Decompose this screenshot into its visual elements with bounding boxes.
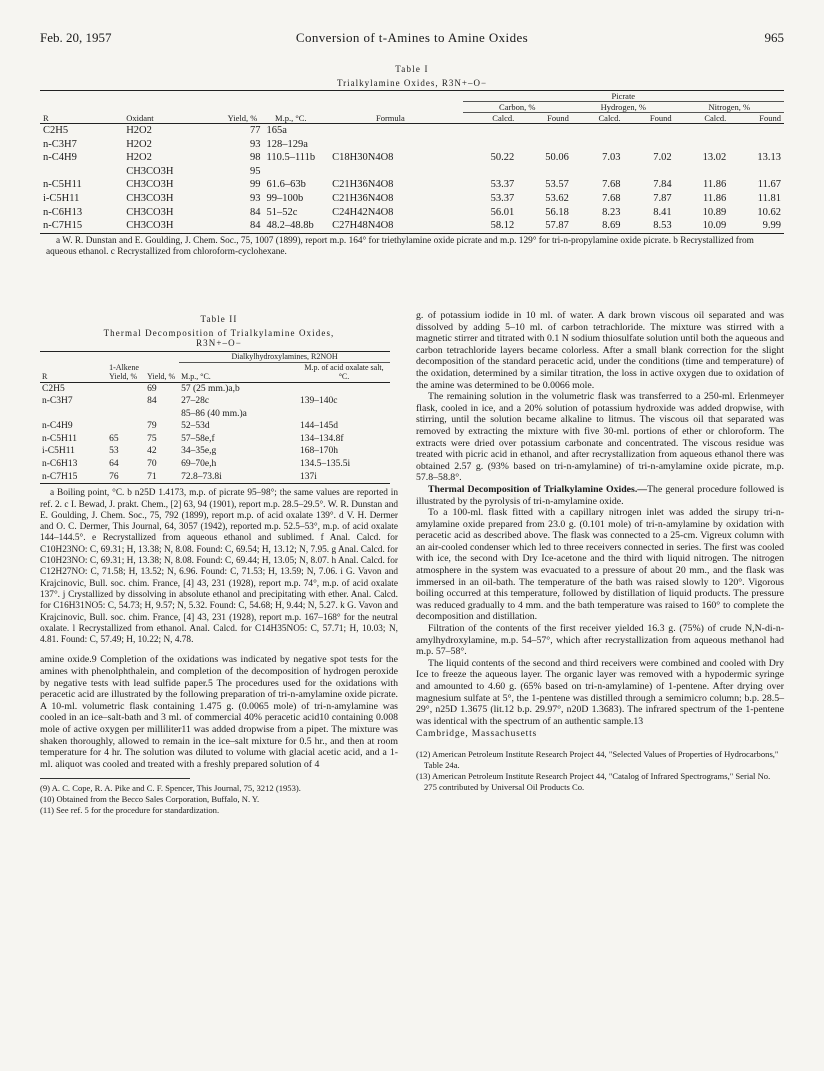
cell-yield: 77 <box>249 125 261 136</box>
table-row <box>40 458 390 471</box>
right-paragraph-2: The remaining solution in the volumetric flask was transferred to a 250-ml. Erlenmeyer flask, cooled in ice, and a 20% solution of potassium hydroxide was added dropwise, with stirring, until the solution became alkaline to litmus. The viscous oil that separated was removed by extracting the mixture with five 30-ml. portions of ether or chloroform. The extracts were dried over potassium carbonate and concentrated. The viscous residue was treated with picric acid in ethanol, and after recrystallization from aqueous ethanol there was obtained 2.57 g. (93% based on tri-n-amylamine) of tri-n-amylamine oxide picrate, m.p. 57.8–58.8°. <box>416 391 784 484</box>
cell-mp: 27–28c <box>181 396 210 407</box>
cell-nitrogen-calcd: 10.09 <box>702 220 727 232</box>
cell-nitrogen-found: 13.13 <box>757 152 781 164</box>
table-2-subcaption-line-2: R3N+–O− <box>196 338 242 348</box>
cell-yield: 93 <box>249 138 261 150</box>
cell-carbon-calcd: 53.37 <box>490 179 515 191</box>
cell-hydrogen-calcd: 8.23 <box>602 206 621 218</box>
cell-carbon-found <box>517 165 572 179</box>
right-column <box>416 310 784 793</box>
cell-formula: C18H30N4O8 <box>332 152 394 164</box>
cell-nitrogen-calcd <box>675 165 730 179</box>
cell-r <box>40 408 107 421</box>
cell-alkene-yield <box>107 408 145 421</box>
nitrogen-calcd-header: Calcd. <box>675 113 730 124</box>
cell-formula <box>318 138 462 152</box>
cell-carbon-calcd: 58.12 <box>490 220 515 232</box>
cell-nitrogen-found: 11.81 <box>757 192 781 204</box>
table-2-notes: a Boiling point, °C. b n25D 1.4173, m.p. of picrate 95–98°; the same values are reported in ref. 2. c I. Bewad, J. prakt. Chem., [2] 63, 94 (1901), report m.p. 28.5–29.5°. W. R. Dunstan and E. Goulding, J. Chem. Soc., 75, 792 (1899), report m.p. of acid oxalate 139°. d V. H. Dermer and O. C. Dermer, This Journal, 64, 3057 (1942), reported m.p. 52.5–53°, m.p. of acid oxalate 144–144.5°. e Recrystallized from aqueous ethanol and sublimed. f Anal. Calcd. for C10H23NO: C, 69.31; H, 13.38; N, 8.08. Found: C, 69.54; H, 13.12; N, 7.95. g Anal. Calcd. for C10H23NO: C, 69.31; H, 13.38; N, 8.08. Found: C, 69.44; H, 13.05; N, 8.07. h Anal. Calcd. for C12H27NO: C, 71.58; H, 13.52; N, 6.96. Found: C, 71.53; H, 13.59; N, 7.06. i G. Vavon and Krajcinovic, Bull. soc. chim. France, [4] 43, 231 (1928), report m.p. 74°, m.p. of acid oxalate 137°. j Crystallized by dissolving in absolute ethanol and precipitating with ether. Anal. Calcd. for C16H31NO5: C, 54.73; H, 9.57; N, 5.32. Found: C, 54.68; H, 9.44; N, 5.27. k G. Vavon and Krajcinovic, Bull. soc. chim. France, [4] 43, 231 (1928), report m.p. 167–168° for the neutral oxalate. l Recrystallized from ethanol. Anal. Calcd. for C14H35NO5: C, 57.71; H, 10.03; N, 4.81. Found: C, 57.49; H, 10.22; N, 4.78. <box>40 488 398 646</box>
cell-r: C2H5 <box>43 125 69 136</box>
left-body-paragraph: amine oxide.9 Completion of the oxidations was indicated by negative spot tests for the amines with phenolphthalein, and completion of the decomposition of hydrogen peroxide by negative tests with lead sulfide paper.5 The procedures used for the oxidations with peracetic acid are illustrated by the following preparation of tri-n-amylamine oxide picrate. A 10-ml. volumetric flask containing 1.475 g. (0.0065 mole) of tri-n-amylamine was cooled in an ice–salt-bath and 3 ml. of commercial 40% peracetic acid10 containing 0.008 mole of active oxygen per milliliter11 was added dropwise from a pipet. The mixture was shaken thoroughly, allowed to remain in the ice–salt mixture for 0.5 hr., and then at room temperature for 4 hr. The solution was diluted to volume with glacial acetic acid, and a 1-ml. aliquot was cooled and treated with a freshly prepared solution of 4 <box>40 654 398 770</box>
col-oxidant-header: Oxidant <box>123 113 221 124</box>
cell-carbon-found: 57.87 <box>545 220 569 232</box>
cell-alkene-yield <box>107 420 145 433</box>
t2-col-yield-header: Yield, % <box>145 362 179 382</box>
cell-formula: C24H42N4O8 <box>332 206 394 218</box>
cell-nitrogen-calcd <box>675 124 730 138</box>
cell-yield: 95 <box>249 165 261 177</box>
cell-nitrogen-found <box>729 165 784 179</box>
footnote: (10) Obtained from the Becco Sales Corporation, Buffalo, N. Y. <box>40 794 260 805</box>
cell-oxalate-mp: 144–145d <box>300 421 338 432</box>
left-column <box>40 310 398 816</box>
col-formula-header: Formula <box>318 113 462 124</box>
cell-mp: 51–52c <box>266 206 298 218</box>
hydrogen-calcd-header: Calcd. <box>572 113 624 124</box>
table-2-subcaption-line-1: Thermal Decomposition of Trialkylamine Oxides, <box>103 328 335 338</box>
cell-oxidant: H2O2 <box>126 152 152 164</box>
carbon-found-header: Found <box>517 113 572 124</box>
cell-mp: 99–100b <box>266 192 304 204</box>
cell-carbon-found: 56.18 <box>545 206 569 218</box>
cell-hydrogen-found: 7.02 <box>653 152 672 164</box>
cell-hydrogen-found: 8.41 <box>653 206 672 218</box>
cell-nitrogen-found <box>729 124 784 138</box>
cell-alkene-yield: 76 <box>109 471 119 482</box>
table-row <box>40 471 390 484</box>
table-1-footnote: a W. R. Dunstan and E. Goulding, J. Chem. Soc., 75, 1007 (1899), report m.p. 164° for triethylamine oxide picrate and m.p. 129° for tri-n-propylamine oxide picrate. b Recrystallized from aqueous ethanol. c Recrystallized from chloroform-cyclohexane. <box>46 235 754 258</box>
cell-carbon-found <box>517 138 572 152</box>
header-date: Feb. 20, 1957 <box>40 30 112 45</box>
cell-yield: 79 <box>147 421 157 432</box>
cell-r: n-C6H13 <box>43 206 83 218</box>
cell-carbon-found <box>517 124 572 138</box>
cell-hydrogen-calcd: 8.69 <box>602 220 621 232</box>
cell-oxidant: H2O2 <box>126 138 152 150</box>
cell-r: n-C3H7 <box>42 396 73 407</box>
carbon-calcd-header: Calcd. <box>463 113 518 124</box>
cell-oxidant: CH3CO3H <box>126 165 174 177</box>
cell-nitrogen-calcd: 13.02 <box>702 152 727 164</box>
right-paragraph-1: g. of potassium iodide in 10 ml. of water. A dark brown viscous oil separated and was dissolved by adding 5–10 ml. of carbon tetrachloride. The mixture was stirred with a magnetic stirrer and titrated with 0.1 N sodium thiosulfate solution until both the aqueous and carbon tetrachloride layers became colorless. After a small blank correction for the slight decomposition of the standard peracetic acid, under the conditions (time and temperature) of the oxidation, determined by a similar titration, the loss in active oxygen due to oxidation of the amine was determined to be 0.0066 mole. <box>416 310 784 391</box>
left-footnotes <box>40 783 398 816</box>
cell-oxalate-mp: 134–134.8f <box>300 433 344 444</box>
table-2 <box>40 351 390 484</box>
cell-carbon-calcd <box>463 138 518 152</box>
cell-r: n-C6H13 <box>42 459 78 470</box>
cell-oxalate-mp: 168–170h <box>300 446 338 457</box>
section-intro: The general procedure followed is illustrated by the pyrolysis of tri-n-amylamine oxide. <box>416 483 784 507</box>
table-row <box>40 192 784 206</box>
cell-formula <box>318 165 462 179</box>
table-row <box>40 395 390 408</box>
table-1-body <box>40 124 784 234</box>
carbon-header: Carbon, % <box>463 102 572 113</box>
nitrogen-found-header: Found <box>729 113 784 124</box>
cell-carbon-calcd <box>463 165 518 179</box>
picrate-group-header: Picrate <box>463 91 784 102</box>
table-row <box>40 138 784 152</box>
cell-oxalate-mp: 137i <box>300 471 317 482</box>
cell-yield: 99 <box>249 179 261 191</box>
cell-hydrogen-calcd: 7.03 <box>602 152 621 164</box>
cell-formula: C21H36N4O8 <box>332 179 394 191</box>
footnote: (13) American Petroleum Institute Research Project 44, "Catalog of Infrared Spectrograms," Serial No. 275 contributed by Universal Oil Products Co. <box>416 771 771 793</box>
cell-yield <box>145 408 179 421</box>
cell-carbon-calcd: 53.37 <box>490 192 515 204</box>
cell-mp: 165a <box>266 125 287 136</box>
cell-yield: 71 <box>147 471 157 482</box>
col-r-header: R <box>40 113 123 124</box>
header-title: Conversion of t-Amines to Amine Oxides <box>295 30 529 45</box>
cell-yield: 75 <box>147 433 157 444</box>
cell-mp: 85–86 (40 mm.)a <box>181 408 247 419</box>
cell-oxidant: CH3CO3H <box>126 206 174 218</box>
table-row <box>40 408 390 421</box>
cell-oxidant: CH3CO3H <box>126 192 174 204</box>
table-row <box>40 165 784 179</box>
table-row <box>40 382 390 395</box>
table-row <box>40 206 784 220</box>
cell-r: n-C5H11 <box>43 179 82 191</box>
cell-mp: 34–35e,g <box>181 446 217 457</box>
cell-nitrogen-calcd: 11.86 <box>703 179 727 191</box>
table-row <box>40 124 784 138</box>
cell-carbon-calcd: 50.22 <box>490 152 515 164</box>
cell-carbon-found: 53.62 <box>545 192 569 204</box>
cell-alkene-yield <box>107 395 145 408</box>
cell-formula: C27H48N4O8 <box>332 220 394 232</box>
cell-hydrogen-calcd: 7.68 <box>602 192 621 204</box>
right-paragraph-5: Filtration of the contents of the first receiver yielded 16.3 g. (75%) of crude N,N-di-n-amylhydroxylamine, m.p. 54–57°, which after recrystallization from aqueous methanol had m.p. 57–58°. <box>416 623 784 658</box>
cell-mp: 61.6–63b <box>266 179 306 191</box>
cell-mp: 52–53d <box>181 421 210 432</box>
cell-mp: 57 (25 mm.)a,b <box>181 383 240 394</box>
cell-nitrogen-calcd: 10.89 <box>702 206 727 218</box>
cell-yield: 84 <box>249 220 261 232</box>
t2-col-r-header: R <box>40 362 107 382</box>
cell-hydrogen-calcd <box>572 138 624 152</box>
cell-alkene-yield: 53 <box>109 446 119 457</box>
cell-r: n-C7H15 <box>43 220 83 232</box>
cell-oxalate-mp: 134.5–135.5i <box>300 459 351 470</box>
cell-mp <box>263 165 318 179</box>
cell-nitrogen-found: 10.62 <box>757 206 781 218</box>
cell-oxidant: H2O2 <box>126 125 152 136</box>
section-heading: Thermal Decomposition of Trialkylamine Oxides.— <box>428 483 648 495</box>
cell-nitrogen-found: 9.99 <box>762 220 781 232</box>
cell-yield: 42 <box>147 446 157 457</box>
cell-hydrogen-found: 7.84 <box>653 179 672 191</box>
header-page-number: 965 <box>764 30 784 45</box>
table-1 <box>40 90 784 234</box>
nitrogen-header: Nitrogen, % <box>675 102 784 113</box>
cell-hydrogen-calcd <box>572 165 624 179</box>
cell-yield: 84 <box>147 396 157 407</box>
cell-nitrogen-calcd <box>675 138 730 152</box>
cell-mp: 69–70e,h <box>181 459 217 470</box>
cell-oxalate-mp <box>298 382 390 395</box>
cell-mp: 72.8–73.8i <box>181 471 222 482</box>
hydrogen-found-header: Found <box>623 113 674 124</box>
table-row <box>40 433 390 446</box>
cell-carbon-found: 50.06 <box>545 152 569 164</box>
table-1-subcaption: Trialkylamine Oxides, R3N+–O− <box>336 78 488 88</box>
hydroxylamine-group-header: Dialkylhydroxylamines, R2NOH <box>179 352 390 363</box>
cell-alkene-yield <box>107 382 145 395</box>
cell-yield: 84 <box>249 206 261 218</box>
cell-hydrogen-found: 8.53 <box>653 220 672 232</box>
cell-r: C2H5 <box>42 383 65 394</box>
col-yield-header: Yield, % <box>221 113 263 124</box>
table-row <box>40 178 784 192</box>
cell-r: n-C4H9 <box>43 152 77 164</box>
cell-mp: 110.5–111b <box>266 152 316 164</box>
cell-r: n-C4H9 <box>42 421 73 432</box>
cell-hydrogen-found <box>623 124 674 138</box>
right-paragraph-6: The liquid contents of the second and third receivers were combined and cooled with Dry Ice to freeze the aqueous layer. The organic layer was removed with a hypodermic syringe and amounted to 4.60 g. (65% based on tri-n-amylamine) of 1-pentene. After drying over magnesium sulfate at 5°, the 1-pentene was distilled through a semimicro column; b.p. 28.5–29°, n25D 1.3675 (lit.12 b.p. 29.97°, n20D 1.3683). The infrared spectrum of the 1-pentene was identical with the spectrum of an authentic sample.13 <box>416 657 784 727</box>
right-paragraph-3 <box>416 484 784 507</box>
cell-nitrogen-calcd: 11.86 <box>703 192 727 204</box>
cell-hydrogen-calcd: 7.68 <box>602 179 621 191</box>
t2-col-mp-header: M.p., °C. <box>179 362 298 382</box>
cell-yield: 98 <box>249 152 261 164</box>
cell-oxidant: CH3CO3H <box>126 220 174 232</box>
cell-hydrogen-calcd <box>572 124 624 138</box>
footnote: (9) A. C. Cope, R. A. Pike and C. F. Spencer, This Journal, 75, 3212 (1953). <box>40 783 301 794</box>
running-header <box>40 26 784 50</box>
cell-r: i-C5H11 <box>43 192 80 204</box>
cell-alkene-yield: 64 <box>109 459 119 470</box>
cell-carbon-found: 53.57 <box>545 179 569 191</box>
cell-r: n-C7H15 <box>42 471 78 482</box>
cell-nitrogen-found: 11.67 <box>757 179 781 191</box>
table-1-caption: Table I <box>395 64 429 74</box>
t2-col-salt-header: M.p. of acid oxalate salt, °C. <box>298 362 390 382</box>
cell-hydrogen-found <box>623 138 674 152</box>
footnote: (11) See ref. 5 for the procedure for standardization. <box>40 805 220 816</box>
cell-oxalate-mp <box>298 408 390 421</box>
cell-yield: 70 <box>147 459 157 470</box>
cell-alkene-yield: 65 <box>109 433 119 444</box>
table-row <box>40 219 784 233</box>
table-row <box>40 151 784 165</box>
col-mp-header: M.p., °C. <box>263 113 318 124</box>
cell-r <box>40 165 123 179</box>
hydrogen-header: Hydrogen, % <box>572 102 675 113</box>
t2-col-alkene-header: 1-Alkene Yield, % <box>107 362 145 382</box>
cell-yield: 69 <box>147 383 157 394</box>
footnote: (12) American Petroleum Institute Research Project 44, "Selected Values of Properties of Hydrocarbons," Table 24a. <box>416 749 779 771</box>
table-2-caption: Table II <box>200 314 238 324</box>
cell-formula: C21H36N4O8 <box>332 192 394 204</box>
cell-r: n-C5H11 <box>42 433 78 444</box>
cell-hydrogen-found: 7.87 <box>653 192 672 204</box>
table-row <box>40 420 390 433</box>
cell-formula <box>318 124 462 138</box>
table-1-block <box>40 64 784 259</box>
cell-oxidant: CH3CO3H <box>126 179 174 191</box>
place-line: Cambridge, Massachusetts <box>416 729 538 740</box>
cell-oxalate-mp: 139–140c <box>300 396 338 407</box>
right-footnotes <box>416 749 784 793</box>
cell-r: i-C5H11 <box>42 446 75 457</box>
cell-mp: 57–58e,f <box>181 433 215 444</box>
cell-nitrogen-found <box>729 138 784 152</box>
cell-r: n-C3H7 <box>43 138 77 150</box>
cell-mp: 128–129a <box>266 138 308 150</box>
cell-carbon-calcd: 56.01 <box>490 206 515 218</box>
cell-mp: 48.2–48.8b <box>266 220 314 232</box>
table-row <box>40 445 390 458</box>
right-paragraph-4: To a 100-ml. flask fitted with a capillary nitrogen inlet was added the sirupy tri-n-amylamine oxide prepared from 23.0 g. (0.101 mole) of tri-n-amylamine by oxidation with peracetic acid as described above. The flask was connected to a 25-cm. Vigreux column with an air-cooled condenser which led to three receivers connected in series. The first was cooled with ice, the second with Dry Ice-acetone and the third with liquid nitrogen. The nitrogen atmosphere in the system was evacuated to a pressure of about 20 mm., and the flask was immersed in an oil-bath. The temperature of the bath was raised slowly to 120°. Vigorous boiling occurred at this temperature, followed by distillation of liquid products. The pressure was reduced gradually to 4 mm. and the bath temperature was raised to 160° to complete the decomposition and distillation. <box>416 507 784 623</box>
cell-carbon-calcd <box>463 124 518 138</box>
cell-yield: 93 <box>249 192 261 204</box>
footnote-rule <box>40 778 190 779</box>
table-2-body <box>40 382 390 484</box>
cell-hydrogen-found <box>623 165 674 179</box>
